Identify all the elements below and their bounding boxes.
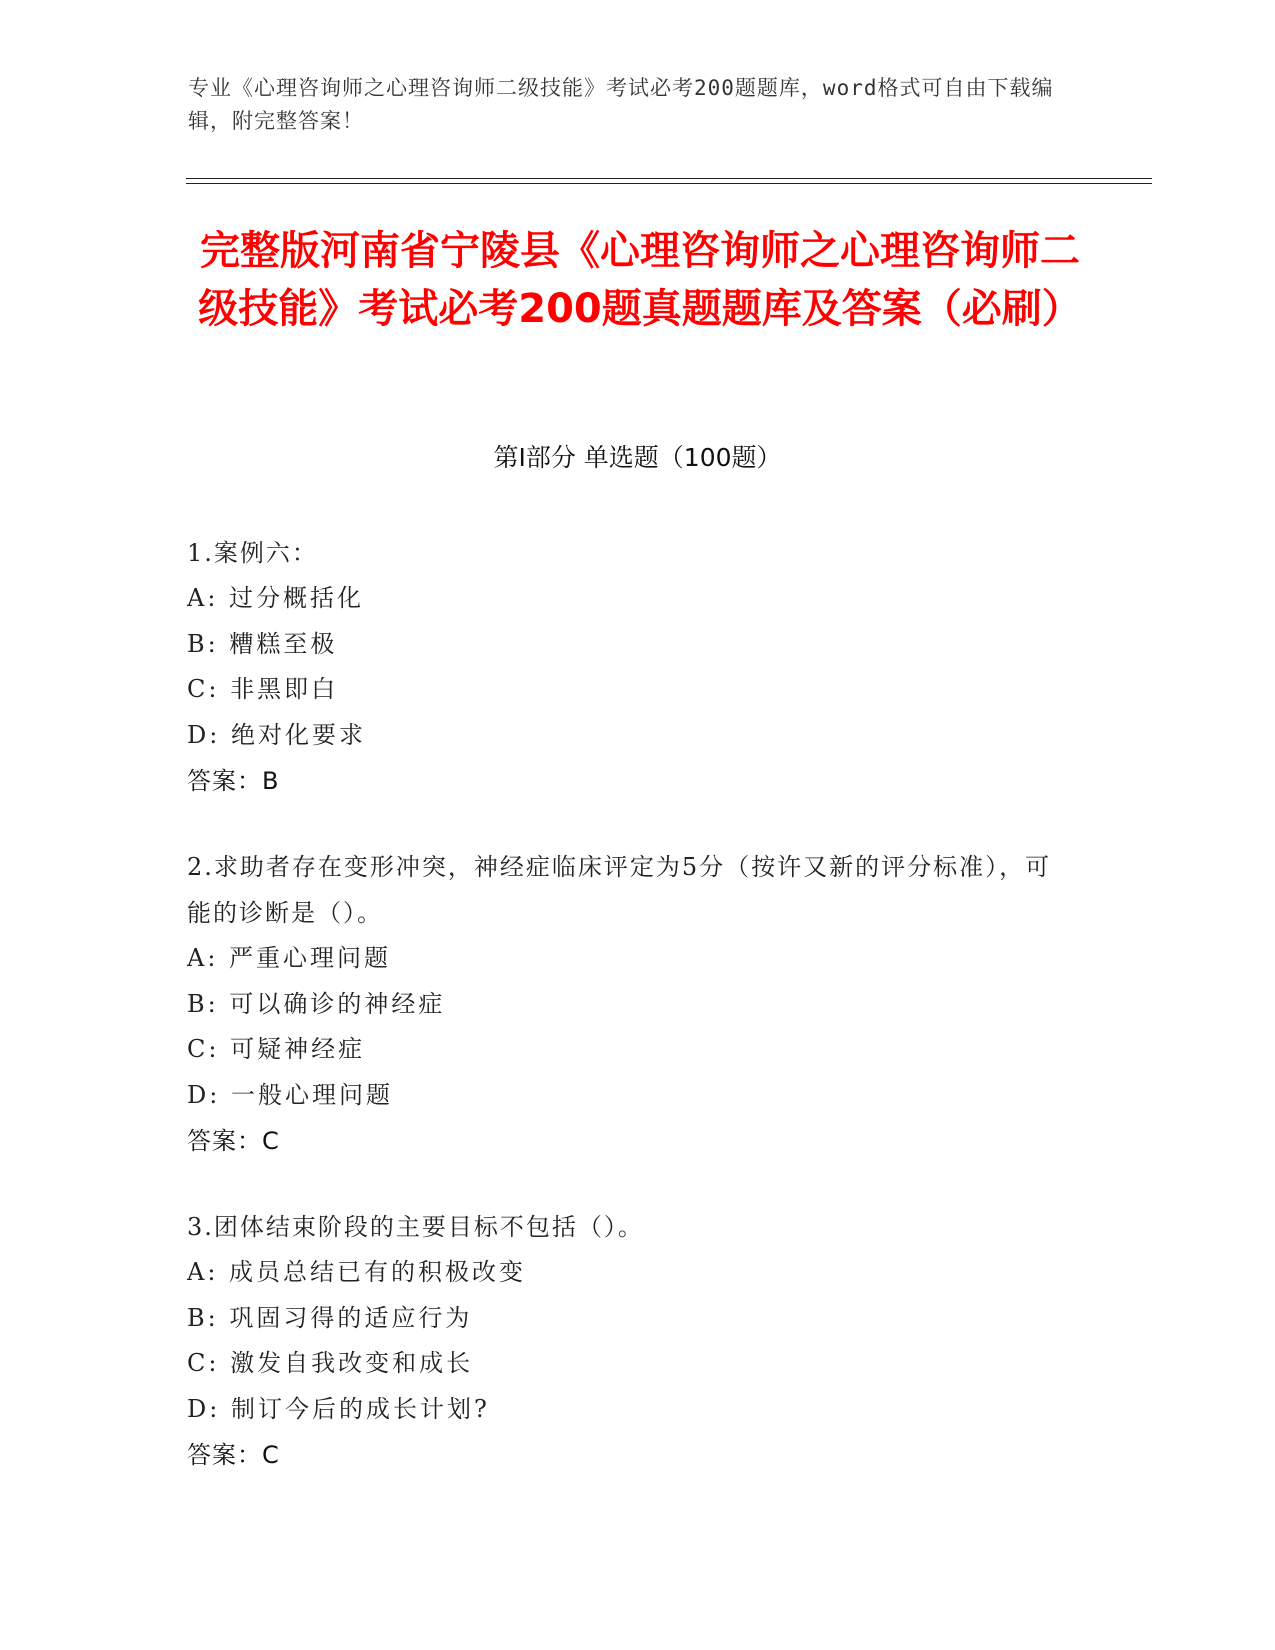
header-divider-bottom — [186, 183, 1152, 184]
option-d: D: 绝对化要求 — [187, 720, 366, 749]
question-stem: 3.团体结束阶段的主要目标不包括（）。 — [187, 1213, 644, 1241]
option-b: B: 巩固习得的适应行为 — [187, 1303, 473, 1332]
section-heading: 第Ⅰ部分 单选题（100题） — [493, 443, 782, 472]
document-title: 完整版河南省宁陵县《心理咨询师之心理咨询师二级技能》考试必考200题真题题库及答案（必刷） — [198, 228, 1082, 332]
option-c: C: 激发自我改变和成长 — [187, 1349, 474, 1377]
option-c: C: 可疑神经症 — [187, 1035, 366, 1063]
header-divider-top — [186, 178, 1152, 179]
option-a: A: 过分概括化 — [187, 584, 365, 612]
answer: 答案：B — [187, 767, 280, 795]
question-1 — [187, 530, 1067, 804]
option-c: C: 非黑即白 — [187, 675, 339, 703]
header-note: 专业《心理咨询师之心理咨询师二级技能》考试必考200题题库，word格式可自由下载编辑，附完整答案！ — [188, 76, 1054, 133]
question-stem: 1.案例六： — [187, 539, 318, 567]
question-stem: 2.求助者存在变形冲突，神经症临床评定为5分（按许又新的评分标准），可能的诊断是（）。 — [187, 853, 1052, 927]
answer: 答案：C — [187, 1127, 280, 1155]
option-a: A: 成员总结已有的积极改变 — [187, 1258, 527, 1286]
answer: 答案：C — [187, 1441, 280, 1469]
option-d: D: 一般心理问题 — [187, 1080, 393, 1109]
question-3 — [187, 1204, 1067, 1478]
question-2 — [187, 844, 1067, 1164]
option-b: B: 糟糕至极 — [187, 629, 338, 658]
option-d: D: 制订今后的成长计划? — [187, 1394, 490, 1423]
option-b: B: 可以确诊的神经症 — [187, 989, 446, 1018]
question-list — [187, 530, 1067, 1518]
option-a: A: 严重心理问题 — [187, 944, 392, 972]
